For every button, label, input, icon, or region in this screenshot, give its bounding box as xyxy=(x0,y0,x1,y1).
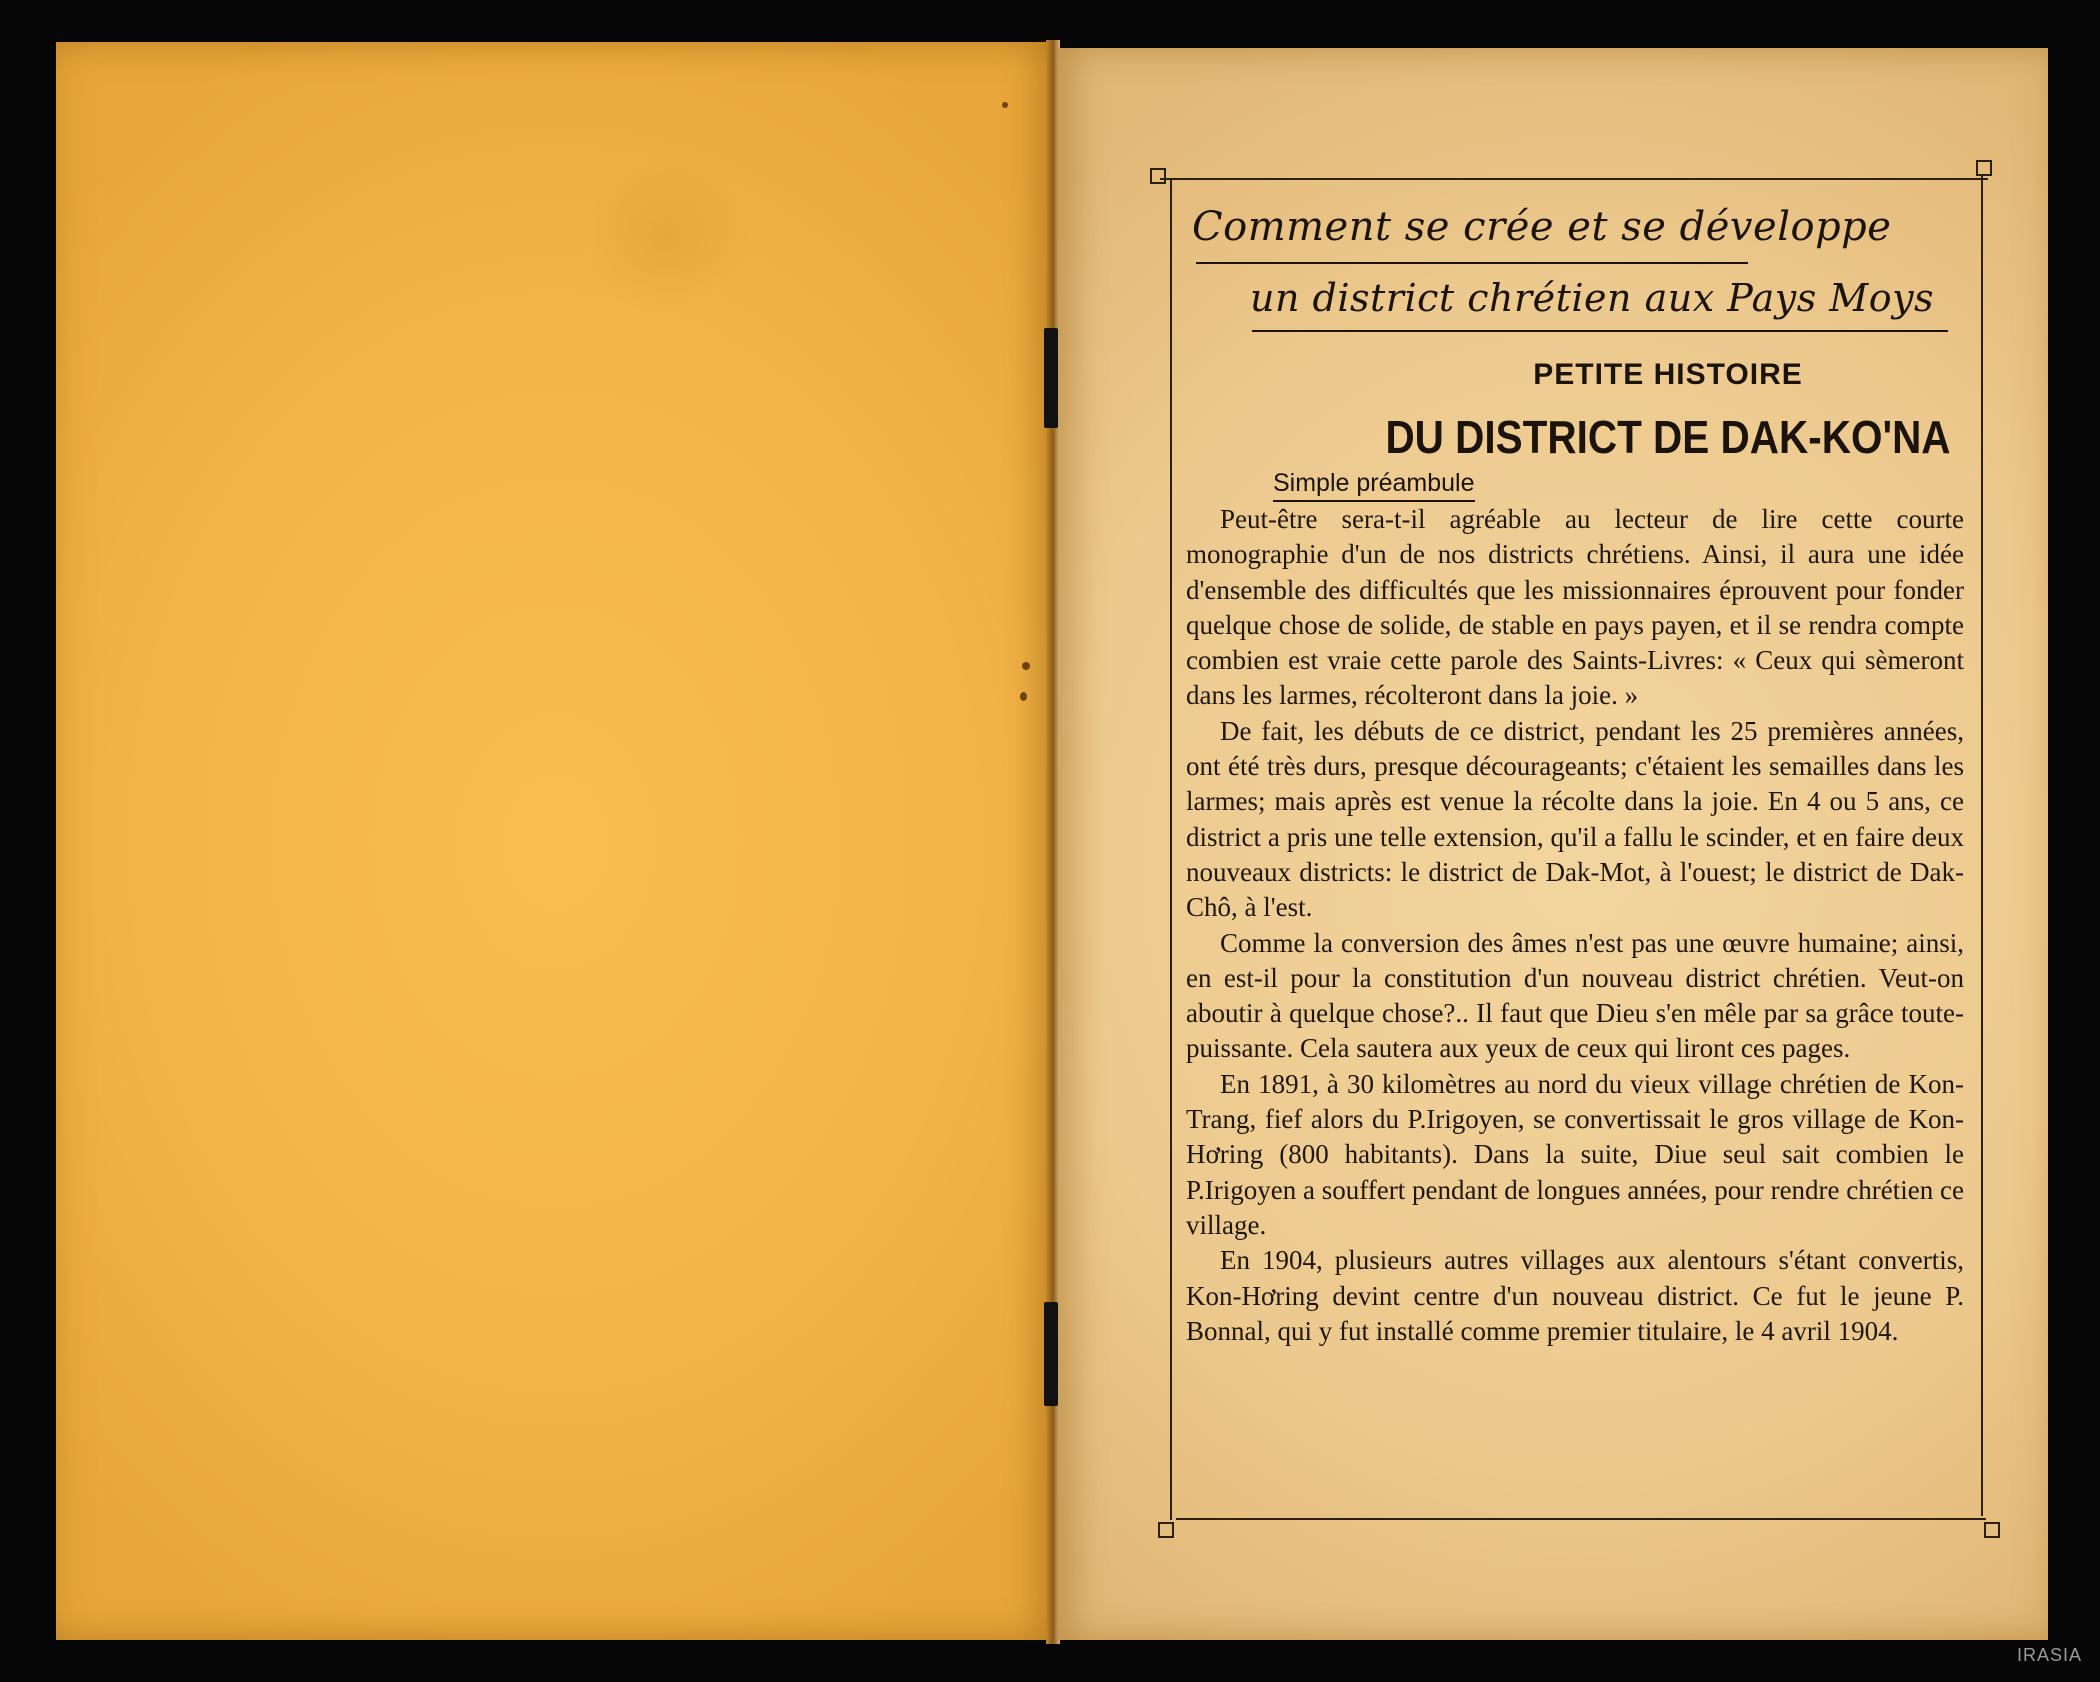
title-underline-1 xyxy=(1196,262,1748,264)
paragraph: En 1904, plusieurs autres villages aux alentours s'étant convertis, Kon-Hơring devint centre d'un nouveau district. Ce fut le jeune P. Bonnal, qui y fut installé comme premier titulaire, le 4 avril 1904. xyxy=(1186,1245,1964,1346)
section-title: Simple préambule xyxy=(1273,469,1475,502)
watermark: IRASIA xyxy=(2016,1645,2082,1665)
heading-petite-histoire: PETITE HISTOIRE xyxy=(1533,358,1803,391)
body-text xyxy=(1186,502,1964,1349)
left-page-blank xyxy=(56,42,1052,1640)
paragraph: De fait, les débuts de ce district, pendant les 25 premières années, ont été très durs, presque décourageants; c'étaient les semailles dans les larmes; mais après est venue la récolte dans la joie. En 4 ou 5 ans, ce district a pris une telle extension, qu'il a fallu le scinder, et en faire deux nouveaux districts: le district de Dak-Mot, à l'ouest; le district de Dak-Chô, à l'est. xyxy=(1186,715,1964,923)
paragraph: Comme la conversion des âmes n'est pas une œuvre humaine; ainsi, en est-il pour la constitution d'un nouveau district chrétien. Veut-on aboutir à quelque chose?.. Il faut que Dieu s'en mêle par sa grâce toute-puissante. Cela sautera aux yeux de ceux qui liront ces pages. xyxy=(1186,927,1964,1064)
frame-corner-ornament xyxy=(1976,160,1992,176)
stain xyxy=(1022,662,1030,670)
title-script-line2: un district chrétien aux Pays Moys xyxy=(1250,276,1935,320)
frame-corner-ornament xyxy=(1158,1522,1174,1538)
frame-corner-ornament xyxy=(1150,168,1166,184)
staple-bottom xyxy=(1044,1302,1058,1406)
stain xyxy=(1002,102,1008,108)
paragraph: Peut-être sera-t-il agréable au lecteur de lire cette courte monographie d'un de nos districts chrétiens. Ainsi, il aura une idée d'ensemble des difficultés que les missionnaires éprouvent pour fonder quelque chose de solide, de stable en pays payen, et il se rendra compte combien est vraie cette parole des Saints-Livres: « Ceux qui sèmeront dans les larmes, récolteront dans la joie. » xyxy=(1186,504,1964,711)
frame-corner-ornament xyxy=(1984,1522,2000,1538)
frame-bottom-rule xyxy=(1176,1518,1986,1520)
title-script-line1: Comment se crée et se développe xyxy=(1192,204,1892,250)
paragraph: En 1891, à 30 kilomètres au nord du vieux village chrétien de Kon-Trang, fief alors du P.Irigoyen, se convertissait le gros village de Kon-Hơring (800 habitants). Dans la suite, Diue seul sait combien le P.Irigoyen a souffert pendant de longues années, pour rendre chrétien ce village. xyxy=(1186,1068,1964,1240)
heading-district: DU DISTRICT DE DAK-KO'NA xyxy=(1385,411,1951,463)
staple-top xyxy=(1044,328,1058,428)
title-underline-2 xyxy=(1252,330,1948,332)
stain xyxy=(1020,692,1027,701)
frame-top-rule xyxy=(1160,178,1988,180)
frame-left-rule xyxy=(1170,180,1172,1520)
